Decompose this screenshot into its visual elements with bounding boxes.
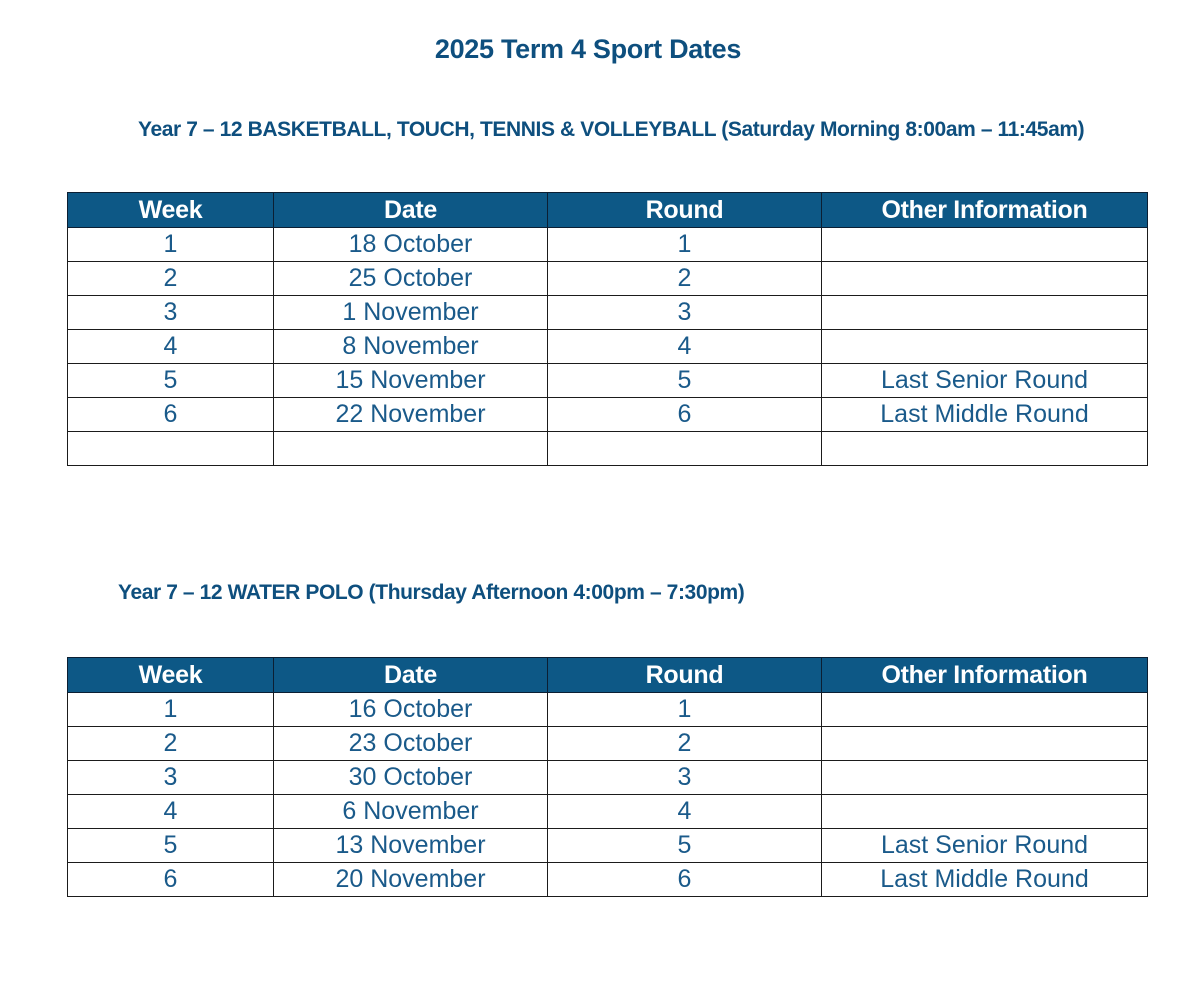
date-cell: 13 November bbox=[274, 829, 548, 863]
table-header-row bbox=[68, 193, 1148, 228]
column-header-other-information: Other Information bbox=[822, 193, 1148, 228]
column-header-week: Week bbox=[68, 658, 274, 693]
week-cell: 3 bbox=[68, 296, 274, 330]
info-cell: Last Senior Round bbox=[822, 364, 1148, 398]
table-row bbox=[68, 330, 1148, 364]
week-cell bbox=[68, 432, 274, 466]
table-header-row bbox=[68, 658, 1148, 693]
round-cell: 3 bbox=[548, 761, 822, 795]
date-cell: 22 November bbox=[274, 398, 548, 432]
date-cell: 8 November bbox=[274, 330, 548, 364]
info-cell bbox=[822, 228, 1148, 262]
info-cell bbox=[822, 432, 1148, 466]
week-cell: 2 bbox=[68, 727, 274, 761]
table-row bbox=[68, 693, 1148, 727]
date-cell bbox=[274, 432, 548, 466]
round-cell: 6 bbox=[548, 863, 822, 897]
column-header-date: Date bbox=[274, 193, 548, 228]
date-cell: 15 November bbox=[274, 364, 548, 398]
schedule-table bbox=[67, 657, 1148, 897]
info-cell: Last Senior Round bbox=[822, 829, 1148, 863]
info-cell bbox=[822, 296, 1148, 330]
week-cell: 6 bbox=[68, 398, 274, 432]
table-row bbox=[68, 863, 1148, 897]
date-cell: 23 October bbox=[274, 727, 548, 761]
section-heading: Year 7 – 12 WATER POLO (Thursday Afternoon 4:00pm – 7:30pm) bbox=[118, 581, 745, 604]
date-cell: 16 October bbox=[274, 693, 548, 727]
week-cell: 1 bbox=[68, 693, 274, 727]
round-cell: 4 bbox=[548, 330, 822, 364]
table-row bbox=[68, 761, 1148, 795]
date-cell: 1 November bbox=[274, 296, 548, 330]
column-header-round: Round bbox=[548, 658, 822, 693]
column-header-week: Week bbox=[68, 193, 274, 228]
week-cell: 4 bbox=[68, 330, 274, 364]
round-cell: 3 bbox=[548, 296, 822, 330]
week-cell: 3 bbox=[68, 761, 274, 795]
round-cell: 1 bbox=[548, 228, 822, 262]
column-header-other-information: Other Information bbox=[822, 658, 1148, 693]
table-row bbox=[68, 364, 1148, 398]
date-cell: 6 November bbox=[274, 795, 548, 829]
table-row bbox=[68, 795, 1148, 829]
section-heading: Year 7 – 12 BASKETBALL, TOUCH, TENNIS & VOLLEYBALL (Saturday Morning 8:00am – 11:45am) bbox=[138, 118, 1085, 141]
page-title: 2025 Term 4 Sport Dates bbox=[434, 34, 742, 64]
date-cell: 18 October bbox=[274, 228, 548, 262]
info-cell bbox=[822, 262, 1148, 296]
column-header-round: Round bbox=[548, 193, 822, 228]
round-cell bbox=[548, 432, 822, 466]
table-row bbox=[68, 296, 1148, 330]
round-cell: 5 bbox=[548, 364, 822, 398]
table-row bbox=[68, 262, 1148, 296]
date-cell: 30 October bbox=[274, 761, 548, 795]
week-cell: 2 bbox=[68, 262, 274, 296]
column-header-date: Date bbox=[274, 658, 548, 693]
info-cell bbox=[822, 761, 1148, 795]
schedule-table bbox=[67, 192, 1148, 466]
table-row-empty bbox=[68, 432, 1148, 466]
table-row bbox=[68, 398, 1148, 432]
round-cell: 2 bbox=[548, 262, 822, 296]
info-cell bbox=[822, 727, 1148, 761]
date-cell: 25 October bbox=[274, 262, 548, 296]
table-row bbox=[68, 829, 1148, 863]
round-cell: 4 bbox=[548, 795, 822, 829]
round-cell: 5 bbox=[548, 829, 822, 863]
round-cell: 6 bbox=[548, 398, 822, 432]
week-cell: 5 bbox=[68, 364, 274, 398]
table-row bbox=[68, 727, 1148, 761]
info-cell: Last Middle Round bbox=[822, 398, 1148, 432]
info-cell: Last Middle Round bbox=[822, 863, 1148, 897]
info-cell bbox=[822, 693, 1148, 727]
round-cell: 2 bbox=[548, 727, 822, 761]
date-cell: 20 November bbox=[274, 863, 548, 897]
week-cell: 6 bbox=[68, 863, 274, 897]
round-cell: 1 bbox=[548, 693, 822, 727]
week-cell: 5 bbox=[68, 829, 274, 863]
info-cell bbox=[822, 330, 1148, 364]
info-cell bbox=[822, 795, 1148, 829]
week-cell: 1 bbox=[68, 228, 274, 262]
week-cell: 4 bbox=[68, 795, 274, 829]
table-row bbox=[68, 228, 1148, 262]
